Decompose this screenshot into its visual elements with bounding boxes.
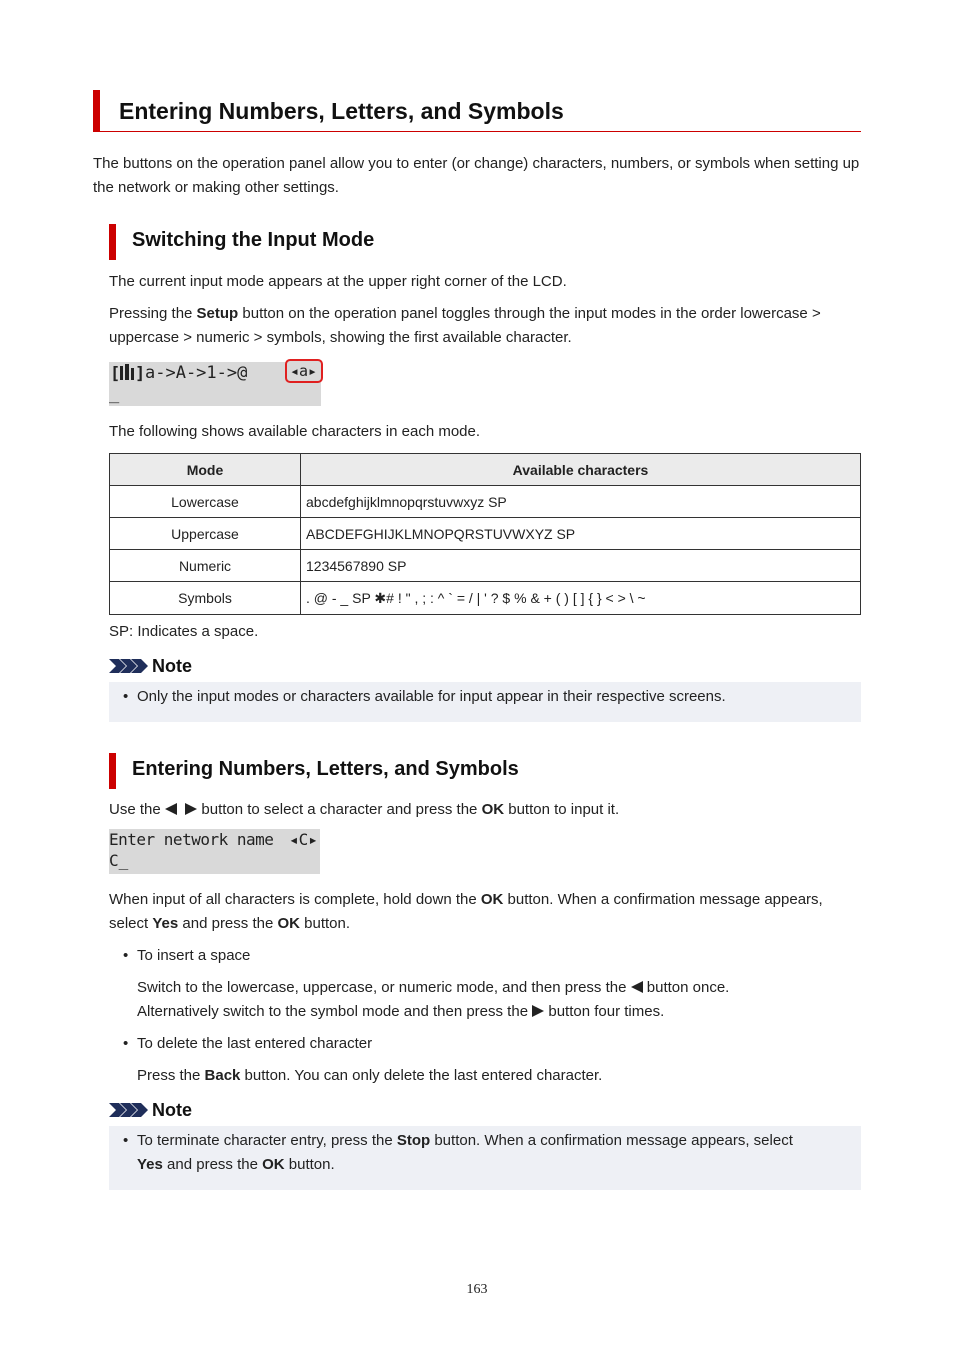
text-run: Pressing the xyxy=(109,305,197,322)
text-run: When input of all characters is complete, hold down the xyxy=(109,891,481,908)
text-run: button to input it. xyxy=(504,801,620,818)
ok-label: OK xyxy=(480,891,504,908)
bullet-dot: • xyxy=(123,1035,129,1052)
paragraph-use-buttons xyxy=(109,798,619,822)
back-label: Back xyxy=(204,1067,241,1084)
column-header-characters: Available characters xyxy=(301,454,861,486)
text-run: button. You can only delete the last entered character. xyxy=(240,1067,603,1084)
paragraph-table-intro: The following shows available characters in each mode. xyxy=(109,423,481,440)
instruction-line xyxy=(137,976,857,1000)
instruction-line xyxy=(137,1000,857,1024)
delete-char-instructions xyxy=(137,1064,602,1088)
text-run: button four times. xyxy=(544,1003,665,1020)
text-run: Press the xyxy=(137,1067,205,1084)
paragraph-setup-button xyxy=(109,302,864,350)
svg-text:]: ] xyxy=(135,364,146,384)
right-arrow-icon xyxy=(532,1005,544,1017)
lcd-char-badge: ◂C▸ xyxy=(289,830,318,849)
right-arrow-icon xyxy=(185,803,197,815)
text-run: button. When a confirmation message appears, select xyxy=(109,891,823,932)
text-run: button once. xyxy=(642,979,730,996)
table-row xyxy=(110,550,861,582)
text-run: button. xyxy=(284,1156,335,1173)
page-number: 163 xyxy=(466,1282,488,1297)
table-row xyxy=(110,582,861,615)
text-run: button. xyxy=(299,915,351,932)
lcd-cursor: _ xyxy=(109,384,120,404)
insert-space-instructions xyxy=(137,976,857,1024)
section-heading-entering xyxy=(109,753,549,789)
left-arrow-icon xyxy=(631,981,643,993)
lcd-mode-badge: ◂a▸ xyxy=(290,362,318,380)
lcd-network-name-image xyxy=(109,829,320,874)
yes-label: Yes xyxy=(152,915,179,932)
note-box xyxy=(109,1126,861,1190)
paragraph-confirm xyxy=(109,888,864,936)
ok-label: OK xyxy=(277,915,300,932)
table-header-row xyxy=(110,454,861,486)
section-heading-text: Switching the Input Mode xyxy=(132,229,375,251)
note-item xyxy=(137,1129,852,1177)
text-run: button on the operation panel toggles through the input modes in the order lowercase > uppercase > numeric > symbols, showing the first available character. xyxy=(109,305,821,346)
section-heading-input-mode xyxy=(109,224,409,260)
text-run: button to select a character and press the xyxy=(197,801,482,818)
chars-cell: . @ - _ SP ✱# ! " , ; : ^ ` = / | ' ? $ % & + ( ) [ ] { } < > \ ~ xyxy=(301,582,861,615)
note-arrows-icon xyxy=(109,1101,149,1119)
text-run: Use the xyxy=(109,801,165,818)
text-run: and press the xyxy=(178,915,278,932)
chars-cell: abcdefghijklmnopqrstuvwxyz SP xyxy=(301,486,861,518)
bullet-dot: • xyxy=(123,688,129,705)
chars-cell: 1234567890 SP xyxy=(301,550,861,582)
mode-cell: Uppercase xyxy=(110,518,301,550)
note-header xyxy=(109,655,309,679)
bullet-dot: • xyxy=(123,947,129,964)
text-run: Alternatively switch to the symbol mode and then press the xyxy=(137,1003,533,1020)
page-title xyxy=(93,90,861,132)
text-run: and press the xyxy=(162,1156,263,1173)
note-label: Note xyxy=(152,1100,192,1120)
text-run: To terminate character entry, press the xyxy=(137,1132,397,1149)
stop-label: Stop xyxy=(396,1132,431,1149)
bullet-insert-space: To insert a space xyxy=(137,947,251,964)
character-table xyxy=(109,453,861,615)
intro-paragraph: The buttons on the operation panel allow you to enter (or change) characters, numbers, or symbols when setting up the network or making other settings. xyxy=(93,155,860,196)
mode-cell: Lowercase xyxy=(110,486,301,518)
setup-label: Setup xyxy=(196,305,239,322)
lcd-prompt: Enter network name xyxy=(109,830,274,849)
note-line xyxy=(137,1129,852,1153)
bullet-delete-char: To delete the last entered character xyxy=(137,1035,373,1052)
chars-cell: ABCDEFGHIJKLMNOPQRSTUVWXYZ SP xyxy=(301,518,861,550)
table-row xyxy=(110,486,861,518)
lcd-mode-sequence: a->A->1->@ xyxy=(145,363,248,383)
bullet-dot: • xyxy=(123,1132,129,1149)
mode-cell: Symbols xyxy=(110,582,301,615)
yes-label: Yes xyxy=(137,1156,163,1173)
lcd-mode-badge-highlight xyxy=(285,359,323,383)
note-label: Note xyxy=(152,656,192,676)
text-run: Switch to the lowercase, uppercase, or numeric mode, and then press the xyxy=(137,979,631,996)
ok-label: OK xyxy=(481,801,505,818)
paragraph-lcd-corner: The current input mode appears at the upper right corner of the LCD. xyxy=(109,273,567,290)
column-header-mode: Mode xyxy=(110,454,301,486)
lcd-entry: C_ xyxy=(109,851,129,870)
table-row xyxy=(110,518,861,550)
svg-text:[: [ xyxy=(110,364,121,384)
left-arrow-icon xyxy=(165,803,177,815)
note-item: Only the input modes or characters available for input appear in their respective screens. xyxy=(137,688,726,705)
section-heading-text: Entering Numbers, Letters, and Symbols xyxy=(132,758,519,780)
note-box xyxy=(109,682,861,722)
ok-label: OK xyxy=(262,1156,285,1173)
note-header xyxy=(109,1099,309,1123)
page-title-text: Entering Numbers, Letters, and Symbols xyxy=(119,98,564,124)
mode-cell: Numeric xyxy=(110,550,301,582)
note-arrows-icon xyxy=(109,657,149,675)
note-line xyxy=(137,1153,852,1177)
text-run: button. When a confirmation message appears, select xyxy=(430,1132,793,1149)
sp-note: SP: Indicates a space. xyxy=(109,623,259,640)
